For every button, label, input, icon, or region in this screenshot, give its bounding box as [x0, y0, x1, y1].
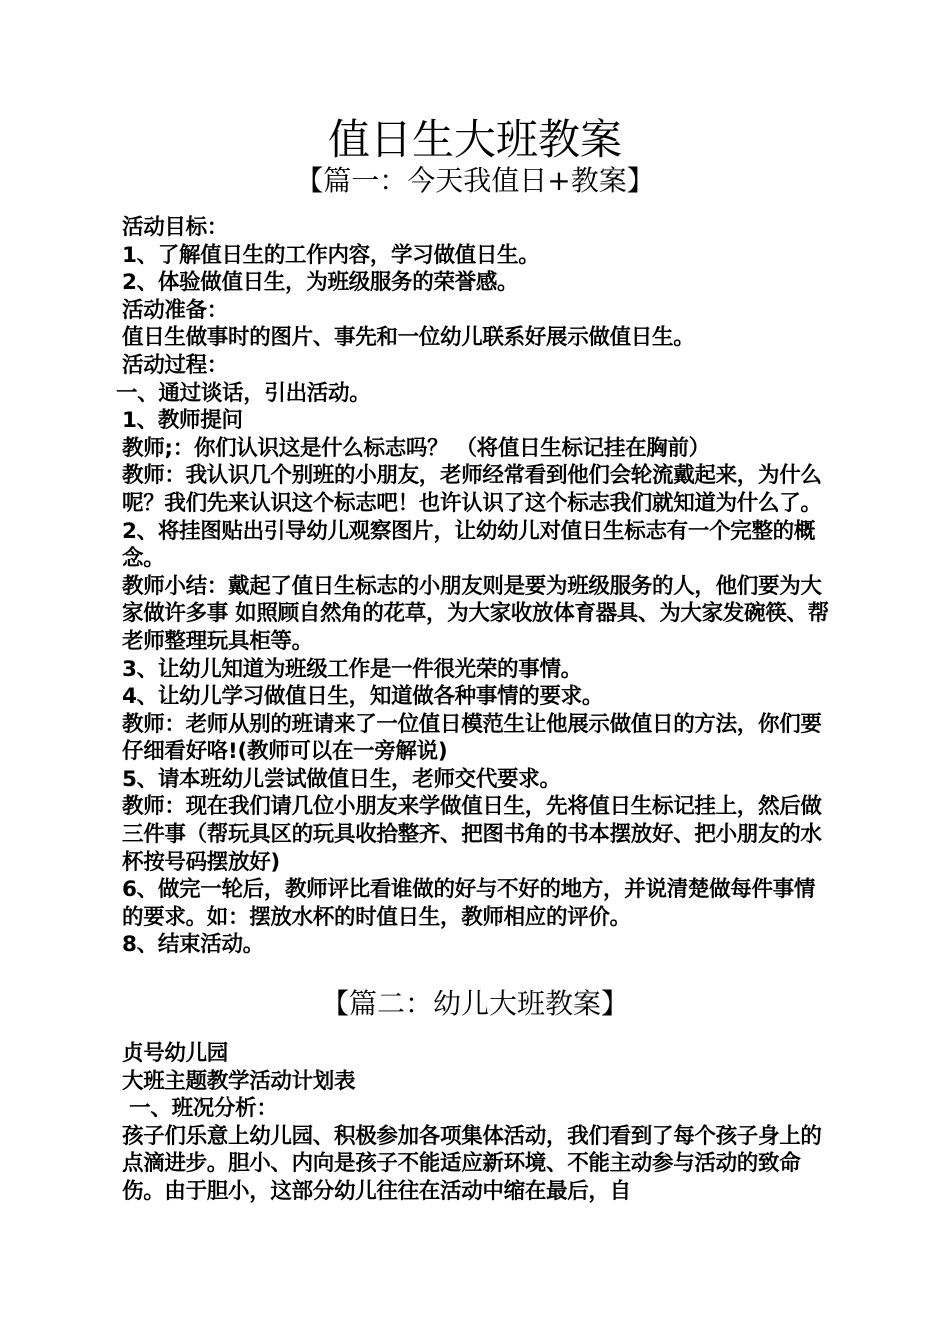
section2-body [116, 1040, 836, 1206]
paragraph: 值日生做事时的图片、事先和一位幼儿联系好展示做值日生。 [122, 325, 695, 351]
paragraph: 活动过程： [122, 352, 229, 378]
paragraph: 一、班况分析： [122, 1096, 278, 1122]
paragraph: 贞号幼儿园 [122, 1041, 229, 1066]
paragraph: 活动目标： [122, 215, 229, 240]
paragraph: 教师：我认识几个别班的小朋友，老师经常看到他们会轮流戴起来，为什么呢？我们先来认识这个标志吧！也许认识了这个标志我们就知道为什么了。 [122, 463, 822, 516]
paragraph: 8、结束活动。 [122, 932, 264, 958]
paragraph: 一、通过谈话，引出活动。 [116, 380, 371, 406]
paragraph: 2、将挂图贴出引导幼儿观察图片，让幼幼儿对值日生标志有一个完整的概念。 [122, 518, 816, 572]
section1-heading: 【篇一：今天我值日+教案】 [295, 164, 655, 197]
paragraph: 4、让幼儿学习做值日生，知道做各种事情的要求。 [122, 684, 604, 710]
paragraph: 教师：现在我们请几位小朋友来学做值日生，先将值日生标记挂上，然后做三件事（帮玩具区的玩具收拾整齐、把图书角的书本摆放好、把小朋友的水杯按号码摆放好) [122, 794, 822, 875]
document-title: 值日生大班教案 [327, 115, 622, 164]
paragraph: 教师：老师从别的班请来了一位值日模范生让他展示做值日的方法，你们要仔细看好咯!(教师可以在一旁解说) [122, 711, 822, 765]
paragraph: 活动准备： [122, 297, 229, 323]
paragraph: 3、让幼儿知道为班级工作是一件很光荣的事情。 [122, 656, 582, 682]
section1-body [116, 214, 836, 959]
paragraph: 1、了解值日生的工作内容，学习做值日生。 [122, 242, 540, 268]
paragraph: 教师小结：戴起了值日生标志的小朋友则是要为班级服务的人，他们要为大家做许多事 如照顾自然角的花草，为大家收放体育器具、为大家发碗筷、帮老师整理玩具柜等。 [122, 573, 829, 654]
section2-heading: 【篇二：幼儿大班教案】 [320, 987, 629, 1020]
paragraph: 5、请本班幼儿尝试做值日生，老师交代要求。 [122, 766, 561, 792]
paragraph: 大班主题教学活动计划表 [122, 1068, 356, 1094]
paragraph: 6、做完一轮后，教师评比看谁做的好与不好的地方，并说清楚做每件事情的要求。如：摆放水杯的时值日生，教师相应的评价。 [122, 877, 816, 930]
paragraph: 2、体验做值日生，为班级服务的荣誉感。 [122, 270, 519, 296]
paragraph: 1、教师提问 [122, 408, 243, 434]
paragraph: 孩子们乐意上幼儿园、积极参加各项集体活动，我们看到了每个孩子身上的点滴进步。胆小、内向是孩子不能适应新环境、不能主动参与活动的致命伤。由于胆小，这部分幼儿往往在活动中缩在最后，自 [122, 1123, 822, 1204]
paragraph: 教师;：你们认识这是什么标志吗？ （将值日生标记挂在胸前） [122, 435, 710, 461]
